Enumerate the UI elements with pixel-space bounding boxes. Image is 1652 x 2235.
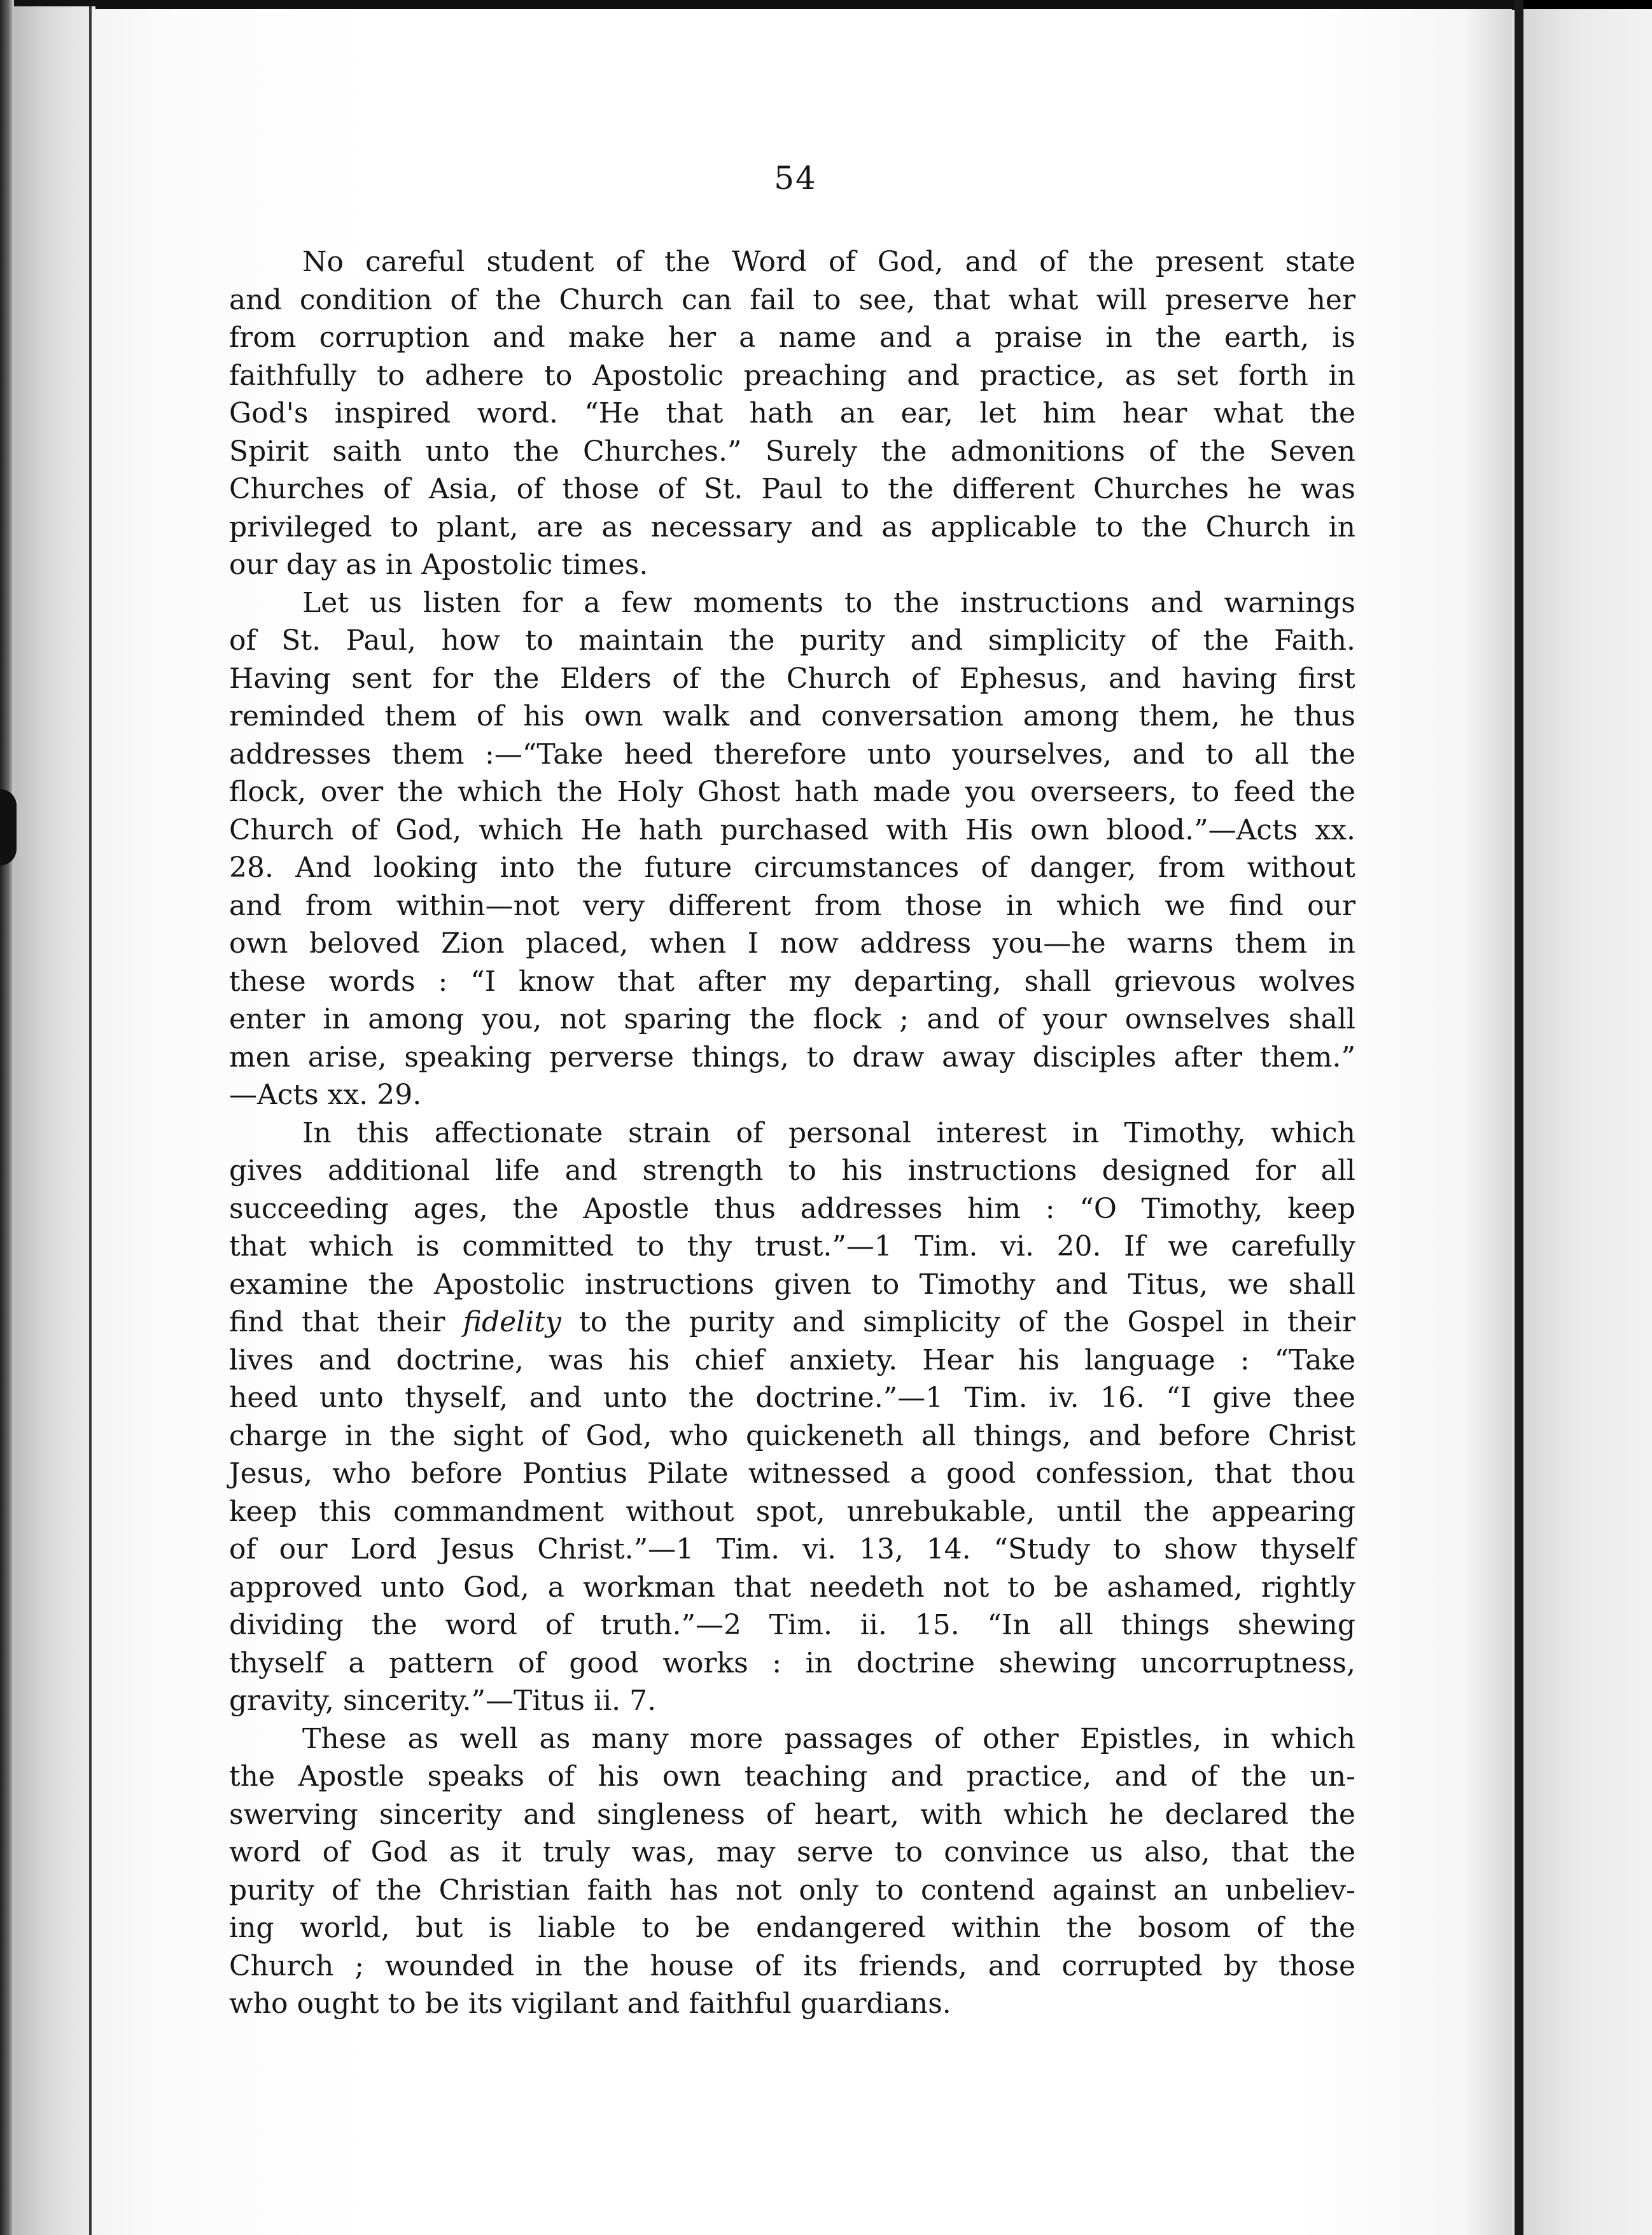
- gutter-line: [1515, 0, 1523, 2235]
- text-line: gives additional life and strength to his instructions designed for all: [229, 1154, 1355, 1187]
- text-line: and from within—not very different from those in which we find our: [229, 889, 1355, 922]
- next-page-strip: [1523, 9, 1652, 2235]
- italic-word: fidelity: [463, 1306, 561, 1338]
- text-line: our day as in Apostolic times.: [229, 549, 648, 581]
- scan-left-edge: [0, 0, 14, 2235]
- text-line: lives and doctrine, was his chief anxiety. Hear his language : “Take: [229, 1343, 1355, 1377]
- text-line: God's inspired word. “He that hath an ear, let him hear what the: [229, 397, 1355, 430]
- text-line: These as well as many more passages of other Epistles, in which: [302, 1722, 1355, 1755]
- text-line: Church of God, which He hath purchased with His own blood.”—Acts xx.: [229, 813, 1355, 846]
- body-text: [229, 243, 1355, 2023]
- text-line: the Apostle speaks of his own teaching and practice, and of the un-: [229, 1760, 1355, 1793]
- text-line: who ought to be its vigilant and faithful guardians.: [229, 1987, 951, 2020]
- text-line: from corruption and make her a name and a praise in the earth, is: [229, 321, 1355, 354]
- text-line: Let us listen for a few moments to the instructions and warnings: [302, 586, 1355, 619]
- text-line: Jesus, who before Pontius Pilate witnessed a good confession, that thou: [229, 1457, 1355, 1490]
- text-line: reminded them of his own walk and conversation among them, he thus: [229, 700, 1355, 732]
- text-line: of our Lord Jesus Christ.”—1 Tim. vi. 13, 14. “Study to show thyself: [229, 1533, 1355, 1566]
- text-line: word of God as it truly was, may serve to convince us also, that the: [229, 1836, 1355, 1868]
- text-line: charge in the sight of God, who quickeneth all things, and before Christ: [229, 1419, 1355, 1452]
- text-line: enter in among you, not sparing the flock ; and of your ownselves shall: [229, 1003, 1355, 1035]
- text-line: faithfully to adhere to Apostolic preaching and practice, as set forth in: [229, 359, 1355, 392]
- previous-page-strip: [14, 6, 95, 2235]
- text-line: dividing the word of truth.”—2 Tim. ii. 15. “In all things shewing: [229, 1609, 1355, 1641]
- text-segment: to the purity and simplicity of the Gospel in their: [561, 1306, 1355, 1338]
- scan-blot: [0, 789, 17, 865]
- text-line: Church ; wounded in the house of its friends, and corrupted by those: [229, 1949, 1355, 1982]
- text-line: heed unto thyself, and unto the doctrine.”—1 Tim. iv. 16. “I give thee: [229, 1382, 1355, 1414]
- text-line: succeeding ages, the Apostle thus addresses him : “O Timothy, keep: [229, 1192, 1355, 1225]
- text-line: In this affectionate strain of personal interest in Timothy, which: [302, 1116, 1355, 1149]
- text-line: flock, over the which the Holy Ghost hath made you overseers, to feed the: [229, 776, 1355, 808]
- text-line: of St. Paul, how to maintain the purity and simplicity of the Faith.: [229, 624, 1355, 657]
- text-line: 28. And looking into the future circumstances of danger, from without: [229, 851, 1355, 884]
- text-line: Having sent for the Elders of the Church of Ephesus, and having first: [229, 662, 1355, 695]
- text-line: examine the Apostolic instructions given to Timothy and Titus, we shall: [229, 1268, 1355, 1301]
- text-line: swerving sincerity and singleness of heart, with which he declared the: [229, 1798, 1355, 1831]
- page-number: 54: [774, 160, 817, 197]
- text-line: that which is committed to thy trust.”—1 Tim. vi. 20. If we carefully: [229, 1230, 1355, 1263]
- text-line: these words : “I know that after my departing, shall grievous wolves: [229, 965, 1355, 998]
- text-line: and condition of the Church can fail to see, that what will preserve her: [229, 283, 1355, 316]
- text-line: men arise, speaking perverse things, to draw away disciples after them.”: [229, 1040, 1355, 1074]
- text-line: addresses them :—“Take heed therefore unto yourselves, and to all the: [229, 738, 1355, 771]
- text-line: thyself a pattern of good works : in doctrine shewing uncorruptness,: [229, 1646, 1355, 1679]
- text-line: [229, 1303, 1355, 1342]
- text-line: Spirit saith unto the Churches.” Surely the admonitions of the Seven: [229, 435, 1355, 468]
- gutter-shadow: [1464, 9, 1515, 2235]
- text-line: ing world, but is liable to be endangered within the bosom of the: [229, 1912, 1355, 1944]
- text-line: gravity, sincerity.”—Titus ii. 7.: [229, 1685, 657, 1717]
- text-line: approved unto God, a workman that needeth not to be ashamed, rightly: [229, 1571, 1355, 1604]
- text-line: No careful student of the Word of God, and of the present state: [302, 246, 1355, 278]
- text-line: keep this commandment without spot, unrebukable, until the appearing: [229, 1495, 1355, 1528]
- text-line: Churches of Asia, of those of St. Paul to the different Churches he was: [229, 473, 1355, 505]
- text-line: own beloved Zion placed, when I now address you—he warns them in: [229, 927, 1355, 960]
- text-line: privileged to plant, are as necessary and as applicable to the Church in: [229, 510, 1355, 543]
- text-segment: find that their: [229, 1306, 463, 1338]
- text-line: —Acts xx. 29.: [229, 1079, 422, 1111]
- text-line: purity of the Christian faith has not only to contend against an unbeliev-: [229, 1874, 1355, 1907]
